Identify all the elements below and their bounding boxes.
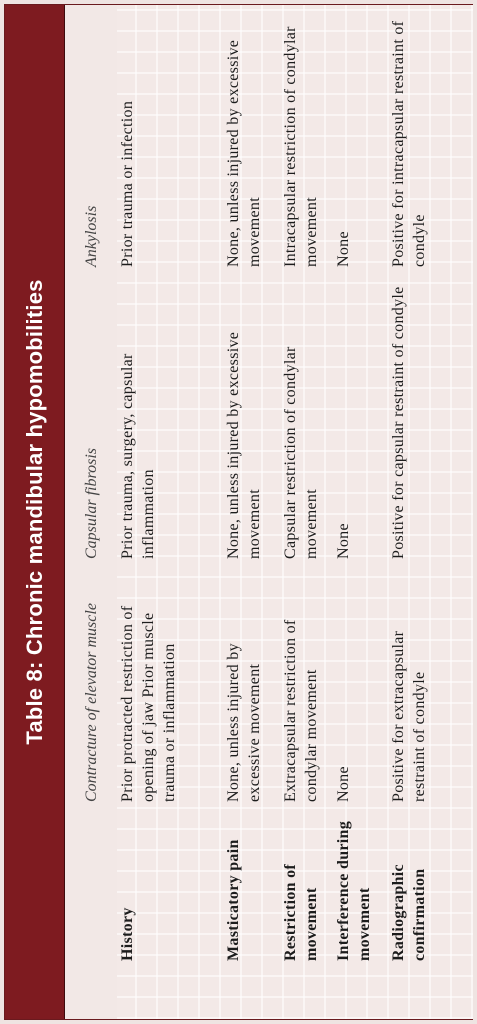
column-contracture bbox=[117, 569, 473, 812]
header-row bbox=[65, 5, 117, 1019]
table-cell: Positive for extracapsular restraint of condyle bbox=[390, 630, 428, 802]
row-label-restriction: Restriction of movement bbox=[282, 863, 320, 961]
row-label-interference: Interference during movement bbox=[335, 820, 373, 961]
table-cell: Prior protracted restriction of opening of jaw Prior muscle trauma or inflammation bbox=[119, 605, 178, 802]
table-cell: None, unless injured by excessive movement bbox=[225, 643, 263, 802]
table-cell: Positive for capsular restraint of condyle bbox=[390, 286, 407, 559]
row-label-history: History bbox=[119, 907, 136, 961]
row-label-column bbox=[117, 812, 473, 1019]
column-header-capsular-fibrosis: Capsular fibrosis bbox=[83, 448, 100, 559]
row-label-masticatory-pain: Masticatory pain bbox=[225, 839, 242, 961]
title-bar bbox=[5, 5, 65, 1019]
table-cell: Prior trauma or infection bbox=[119, 100, 136, 267]
table-cell: None, unless injured by excessive movement bbox=[225, 331, 263, 559]
table-cell: None bbox=[335, 766, 352, 802]
table-cell: Extracapsular restriction of condylar movement bbox=[282, 619, 320, 802]
column-capsular-fibrosis bbox=[117, 277, 473, 569]
table-cell: None, unless injured by excessive movement bbox=[225, 39, 263, 267]
column-ankylosis bbox=[117, 5, 473, 277]
table-cell: Intracapsular restriction of condylar movement bbox=[282, 26, 320, 267]
table-cell: None bbox=[335, 523, 352, 559]
table-area bbox=[117, 5, 473, 1019]
column-header-contracture: Contracture of elevator muscle bbox=[83, 603, 100, 802]
table-cell: Positive for intracapsular restraint of condyle bbox=[390, 20, 428, 267]
data-table bbox=[117, 5, 473, 1019]
table-cell: None bbox=[335, 231, 352, 267]
table-cell: Capsular restriction of condylar movement bbox=[282, 346, 320, 559]
table-frame bbox=[4, 4, 473, 1020]
row-label-radiographic: Radiographic confirmation bbox=[390, 864, 428, 961]
table-cell: Prior trauma, surgery, capsular inflammation bbox=[119, 353, 157, 559]
table-title: Table 8: Chronic mandibular hypomobilities bbox=[21, 279, 47, 745]
column-header-ankylosis: Ankylosis bbox=[83, 205, 100, 267]
